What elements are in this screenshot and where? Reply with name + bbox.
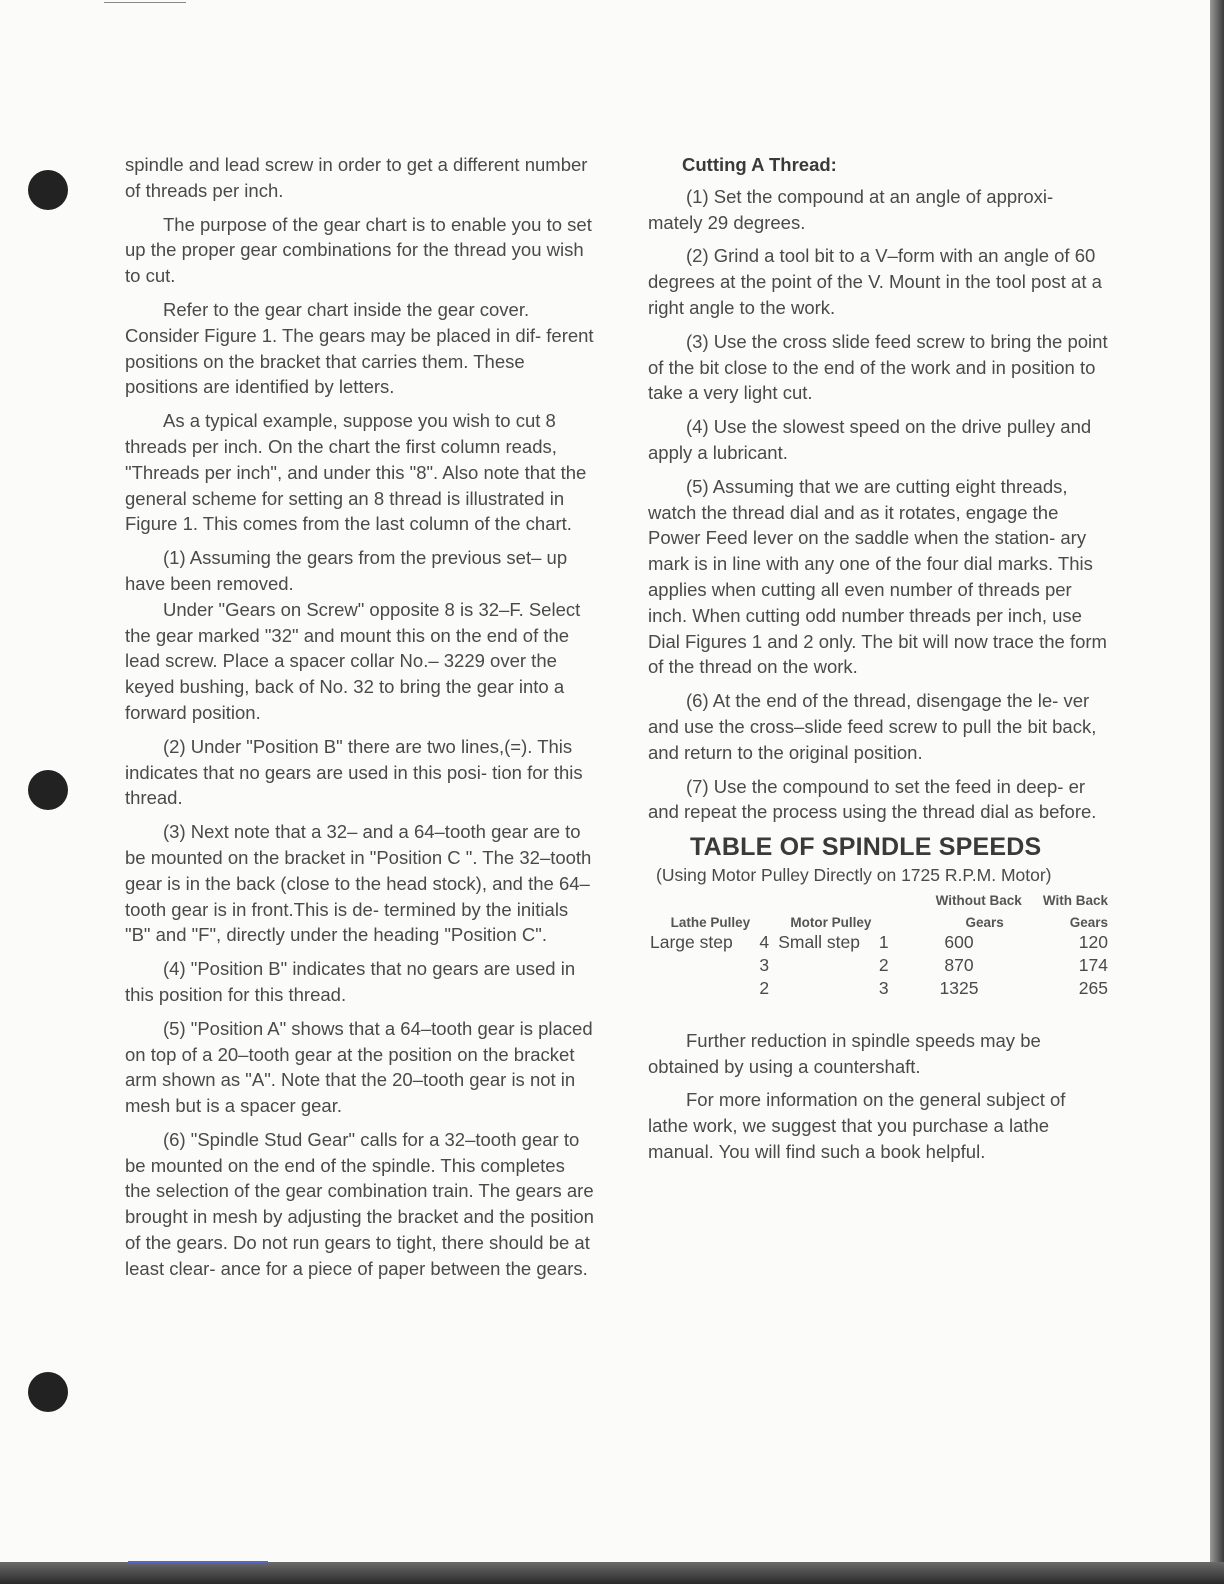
table-row (648, 931, 1110, 954)
section-heading: Cutting A Thread: (682, 154, 837, 175)
paragraph: As a typical example, suppose you wish to cut 8 threads per inch. On the chart the first column reads, "Threads per inch", and under this "8". Also note that the general scheme for setting an 8 thread is illustrated in Figure 1. This comes from the last column of the chart. (125, 410, 587, 535)
scan-right-edge (1210, 0, 1224, 1584)
cell-without-back: 1325 (939, 977, 979, 998)
cell-with-back: 174 (1078, 954, 1108, 975)
paragraph: (6) "Spindle Stud Gear" calls for a 32–tooth gear to be mounted on the end of the spindle. This completes the selection of the gear combination train. The gears are brought in mesh by adjusting the bracket and the position of the gears. Do not run gears to tight, there should be at least clear- ance for a piece of paper between the gears. (125, 1128, 594, 1279)
header-without-back-bottom: Gears (965, 914, 1004, 930)
step-paragraph: (5) Assuming that we are cutting eight threads, watch the thread dial and as it rotates, engage the Power Feed lever on the saddle when the station- ary mark is in line with any one of the four dial marks. This applies when cutting all even number of threads per inch. When cutting odd number threads per inch, use Dial Figures 1 and 2 only. The bit will now trace the form of the thread on the work. (648, 475, 1107, 678)
paragraph: Under "Gears on Screw" opposite 8 is 32–F. Select the gear marked "32" and mount this on the end of the lead screw. Place a spacer collar No.– 3229 over the keyed bushing, back of No. 32 to bring the gear into a forward position. (125, 598, 581, 723)
step-paragraph: (7) Use the compound to set the feed in deep- er and repeat the process using the thread dial as before. (648, 775, 1097, 823)
paragraph: (5) "Position A" shows that a 64–tooth gear is placed on top of a 20–tooth gear at the position on the bracket arm shown as "A". Note that the 20–tooth gear is not in mesh but is a spacer gear. (125, 1017, 593, 1117)
cell-without-back: 600 (944, 931, 974, 952)
closing-paragraph: For more information on the general subject of lathe work, we suggest that you purchase a lathe manual. You will find such a book helpful. (648, 1089, 1066, 1162)
scan-bottom-edge (0, 1562, 1224, 1584)
table-row (648, 954, 1110, 977)
table-title: TABLE OF SPINDLE SPEEDS (690, 833, 1042, 862)
step-paragraph: (3) Use the cross slide feed screw to bring the point of the bit close to the end of the work and in position to take a very light cut. (648, 330, 1108, 404)
table-header-row-bottom (648, 909, 1110, 931)
paragraph: The purpose of the gear chart is to enable you to set up the proper gear combinations for the thread you wish to cut. (125, 213, 592, 287)
paragraph: (4) "Position B" indicates that no gears are used in this position for this thread. (125, 958, 576, 1005)
cell-lathe-step: 3 (759, 954, 770, 975)
cell-without-back: 870 (944, 954, 974, 975)
paragraph: Refer to the gear chart inside the gear cover. Consider Figure 1. The gears may be placed in dif- ferent positions on the bracket that carries them. These positions are identified by letters. (125, 298, 594, 398)
punch-hole-top (28, 170, 68, 210)
header-motor-pulley: Motor Pulley (790, 914, 872, 930)
cell-with-back: 265 (1078, 977, 1108, 998)
cell-lathe-label (648, 954, 752, 977)
cell-motor-step: 2 (878, 954, 889, 975)
paragraph: (2) Under "Position B" there are two lines,(=). This indicates that no gears are used in this posi- tion for this thread. (125, 735, 583, 809)
cell-motor-label (776, 954, 873, 977)
cell-lathe-label (648, 977, 752, 1000)
step-paragraph: (1) Set the compound at an angle of approxi- mately 29 degrees. (648, 185, 1054, 233)
cell-lathe-label: Large step (650, 931, 733, 952)
paragraph: spindle and lead screw in order to get a different number of threads per inch. (125, 154, 588, 201)
cell-with-back: 120 (1078, 931, 1108, 952)
table-row (648, 977, 1110, 1000)
step-paragraph: (2) Grind a tool bit to a V–form with an angle of 60 degrees at the point of the V. Mount in the tool post at a right angle to the work. (648, 245, 1102, 318)
spindle-speed-table (648, 893, 1110, 1000)
punch-hole-bottom (28, 1372, 68, 1412)
step-paragraph: (6) At the end of the thread, disengage the le- ver and use the cross–slide feed screw to pull the bit back, and return to the original position. (648, 690, 1097, 763)
scan-bottom-line (128, 1561, 268, 1563)
header-with-back-bottom: Gears (1069, 914, 1108, 930)
cell-lathe-step: 4 (759, 931, 770, 952)
header-with-back-top: With Back (1042, 892, 1108, 908)
paragraph: (3) Next note that a 32– and a 64–tooth gear are to be mounted on the bracket in "Position C ". The 32–tooth gear is in the back (close to the head stock), and the 64–tooth gear is in front.This is de- termined by the initials "B" and "F", directly under the heading "Position C". (125, 821, 592, 946)
cell-motor-step: 1 (878, 931, 889, 952)
paragraph: (1) Assuming the gears from the previous set– up have been removed. (125, 547, 568, 594)
cell-motor-label (776, 977, 873, 1000)
step-paragraph: (4) Use the slowest speed on the drive pulley and apply a lubricant. (648, 416, 1092, 463)
cell-motor-label: Small step (778, 931, 860, 952)
table-header-row-top (648, 893, 1110, 909)
header-without-back-top: Without Back (935, 892, 1022, 908)
left-column (125, 152, 595, 1290)
table-subtitle: (Using Motor Pulley Directly on 1725 R.P.M. Motor) (656, 864, 1052, 885)
closing-paragraph: Further reduction in spindle speeds may be obtained by using a countershaft. (648, 1029, 1041, 1077)
cell-lathe-step: 2 (759, 977, 770, 998)
header-lathe-pulley: Lathe Pulley (670, 914, 751, 930)
punch-hole-middle (28, 770, 68, 810)
top-edge-mark (104, 2, 186, 3)
cell-motor-step: 3 (878, 977, 889, 998)
right-column (648, 152, 1110, 1173)
